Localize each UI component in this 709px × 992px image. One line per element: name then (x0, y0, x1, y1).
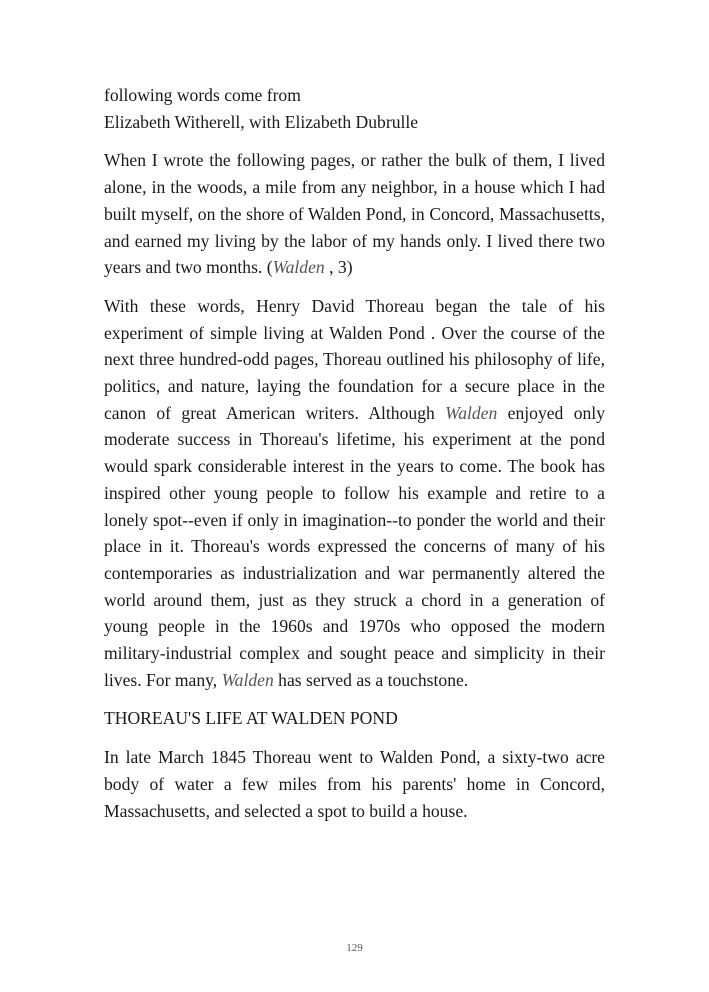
quote-text: When I wrote the following pages, or rather the bulk of them, I lived alone, in the woods, a mile from any neighbor, in a house which I had built myself, on the shore of Walden Pond, in Concord, Massachusetts, and earned my living by the labor of my hands only. I lived there two years and two months. ( (104, 150, 605, 278)
quote-citation-suffix: , 3) (324, 257, 353, 278)
section-paragraph: In late March 1845 Thoreau went to Walden Pond, a sixty-two acre body of water a few miles from his parents' home in Concord, Massachusetts, and selected a spot to build a house. (104, 747, 605, 821)
intro-text-1: With these words, Henry David Thoreau began the tale of his experiment of simple living at Walden Pond . Over the course of the next three hundred-odd pages, Thoreau outlined his philosophy of life, politics, and nature, laying the foundation for a secure place in the canon of great American writers. Although (104, 295, 605, 423)
intro-paragraph (104, 293, 605, 694)
page-number: 129 (346, 942, 363, 954)
attribution-line-1: following words come from (104, 85, 301, 105)
section-heading: THOREAU'S LIFE AT WALDEN POND (104, 708, 398, 729)
attribution-line-2: Elizabeth Witherell, with Elizabeth Dubrulle (104, 111, 419, 132)
quote-citation-title: Walden (272, 257, 325, 278)
intro-text-3: has served as a touchstone. (273, 669, 469, 690)
intro-title-2: Walden (221, 669, 274, 690)
intro-title-1: Walden (445, 402, 498, 423)
intro-text-2: enjoyed only moderate success in Thoreau's lifetime, his experiment at the pond would spark considerable interest in the years to come. The book has inspired other young people to follow his example and retire to a lonely spot--even if only in imagination--to ponder the world and their place in it. Thoreau's words expressed the concerns of many of his contemporaries as industrialization and war permanently altered the world around them, just as they struck a chord in a generation of young people in the 1960s and 1970s who opposed the modern military-industrial complex and sought peace and simplicity in their lives. For many, (104, 402, 605, 690)
page-content (104, 82, 605, 824)
attribution-header (104, 82, 605, 135)
walden-quote (104, 147, 605, 281)
